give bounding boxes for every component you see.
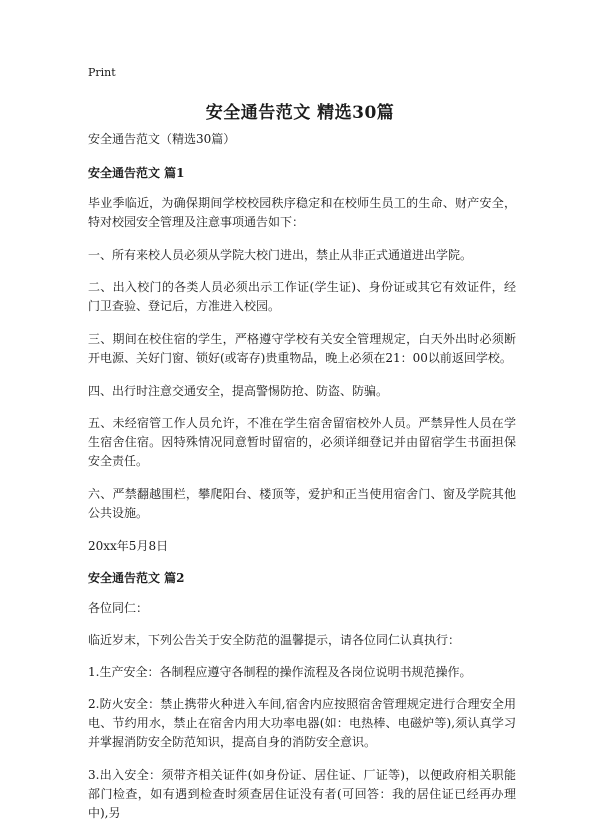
paragraph: 四、出行时注意交通安全，提高警惕防抢、防盗、防骗。 (88, 384, 389, 398)
document-subtitle: 安全通告范文（精选30篇） (88, 132, 236, 146)
paragraph: 六、严禁翻越围栏，攀爬阳台、楼顶等，爱护和正当使用宿舍门、窗及学院其他公共设施。 (88, 487, 516, 520)
paragraph: 1.生产安全：各制程应遵守各制程的操作流程及各岗位说明书规范操作。 (88, 665, 472, 679)
paragraph: 三、期间在校住宿的学生，严格遵守学校有关安全管理规定，白天外出时必须断开电源、关好门窗、锁好(或寄存)贵重物品，晚上必须在21：00以前返回学校。 (88, 332, 516, 365)
paragraph: 一、所有来校人员必须从学院大校门进出，禁止从非正式通道进出学院。 (88, 248, 473, 262)
paragraph: 临近岁末，下列公告关于安全防范的温馨提示，请各位同仁认真执行： (88, 633, 461, 647)
date-line: 20xx年5月8日 (88, 539, 169, 553)
paragraph: 五、未经宿管工作人员允许，不准在学生宿舍留宿校外人员。严禁异性人员在学生宿舍住宿。因特殊情况同意暂时留宿的，必须详细登记并由留宿学生书面担保安全责任。 (88, 416, 516, 468)
section-heading-2: 安全通告范文 篇2 (88, 571, 185, 585)
page-title: 安全通告范文 精选30篇 (205, 103, 395, 123)
print-link[interactable]: Print (88, 66, 116, 79)
paragraph: 3.出入安全：须带齐相关证件(如身份证、居住证、厂证等)，以便政府相关职能部门检查，如有遇到检查时须查居住证没有者(可回答：我的居住证已经再办理中),另 (88, 768, 516, 820)
paragraph: 2.防火安全：禁止携带火种进入车间,宿舍内应按照宿舍管理规定进行合理安全用电、节约用水，禁止在宿舍内用大功率电器(如：电热棒、电磁炉等),须认真学习并掌握消防安全防范知识，提高自身的消防安全意识。 (88, 697, 516, 749)
section-heading-1: 安全通告范文 篇1 (88, 166, 185, 180)
paragraph: 二、出入校门的各类人员必须出示工作证(学生证)、身份证或其它有效证件，经门卫查验、登记后，方准进入校园。 (88, 280, 516, 313)
paragraph: 各位同仁： (88, 601, 149, 615)
paragraph: 毕业季临近，为确保期间学校校园秩序稳定和在校师生员工的生命、财产安全，特对校园安全管理及注意事项通告如下： (88, 196, 516, 229)
document-body (88, 130, 516, 837)
